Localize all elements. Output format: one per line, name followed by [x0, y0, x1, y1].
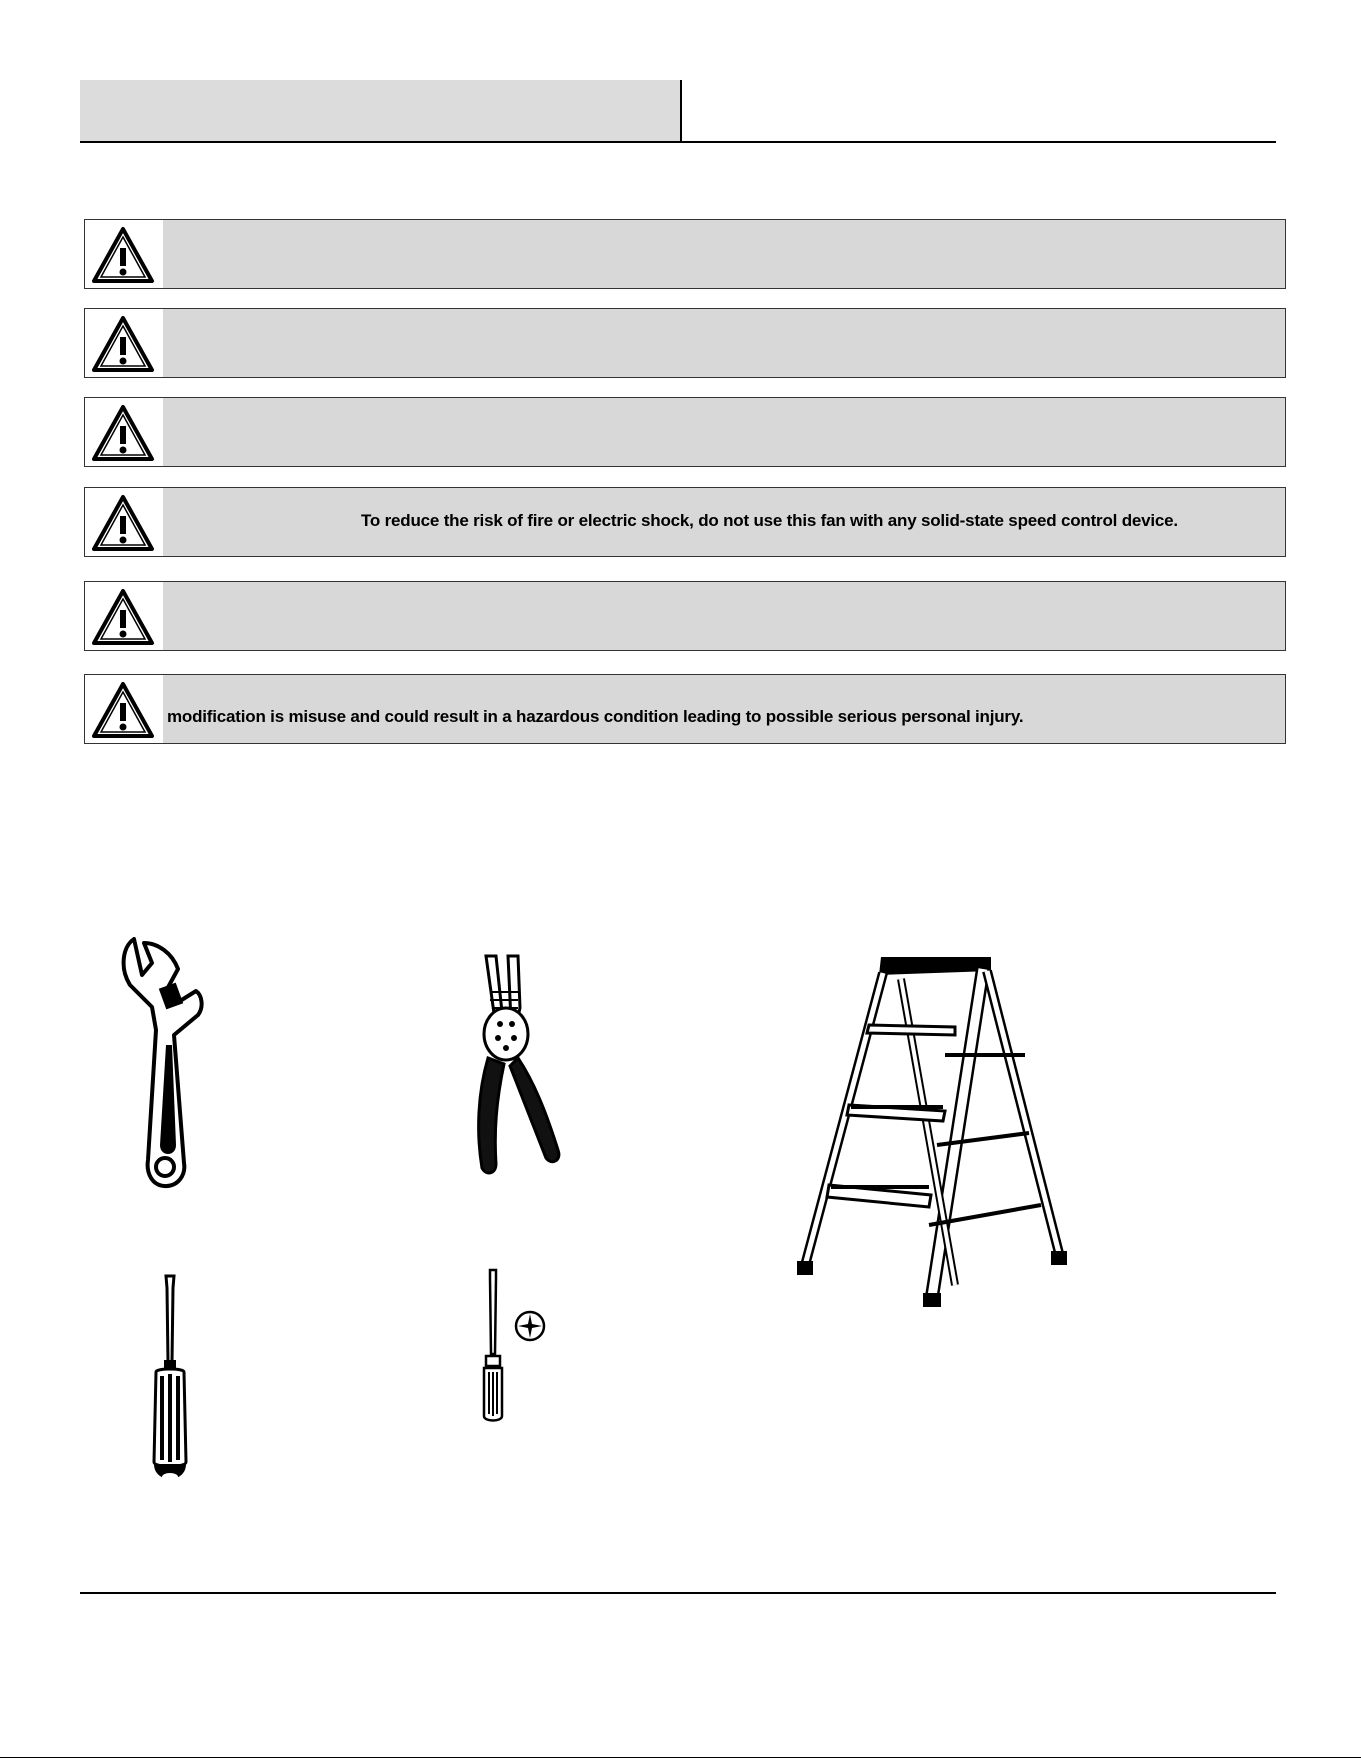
warning-triangle-icon	[91, 404, 155, 462]
warning-box-2	[84, 308, 1286, 378]
warning-triangle-icon	[91, 226, 155, 284]
phillips-screwdriver-icon	[476, 1266, 546, 1426]
warning-box-5	[84, 581, 1286, 651]
warning-box-3	[84, 397, 1286, 467]
warning-triangle-icon	[91, 681, 155, 739]
adjustable-wrench-icon	[118, 935, 208, 1190]
warning-triangle-icon	[91, 315, 155, 373]
wire-stripper-pliers-icon	[468, 952, 568, 1177]
page-bottom-rule	[0, 1757, 1361, 1758]
footer-rule	[80, 1592, 1276, 1594]
header-title-box	[80, 80, 682, 142]
warning-triangle-icon	[91, 588, 155, 646]
header-rule	[80, 141, 1276, 143]
warning-text-4: To reduce the risk of fire or electric shock, do not use this fan with any solid-state speed control device.	[361, 511, 1178, 530]
step-ladder-icon	[795, 955, 1075, 1311]
warning-triangle-icon	[91, 494, 155, 552]
flathead-screwdriver-icon	[146, 1272, 196, 1490]
warning-text-6: modification is misuse and could result in a hazardous condition leading to possible serious personal injury.	[167, 707, 1024, 726]
warning-box-1	[84, 219, 1286, 289]
warning-box-6	[84, 674, 1286, 744]
warning-box-4	[84, 487, 1286, 557]
